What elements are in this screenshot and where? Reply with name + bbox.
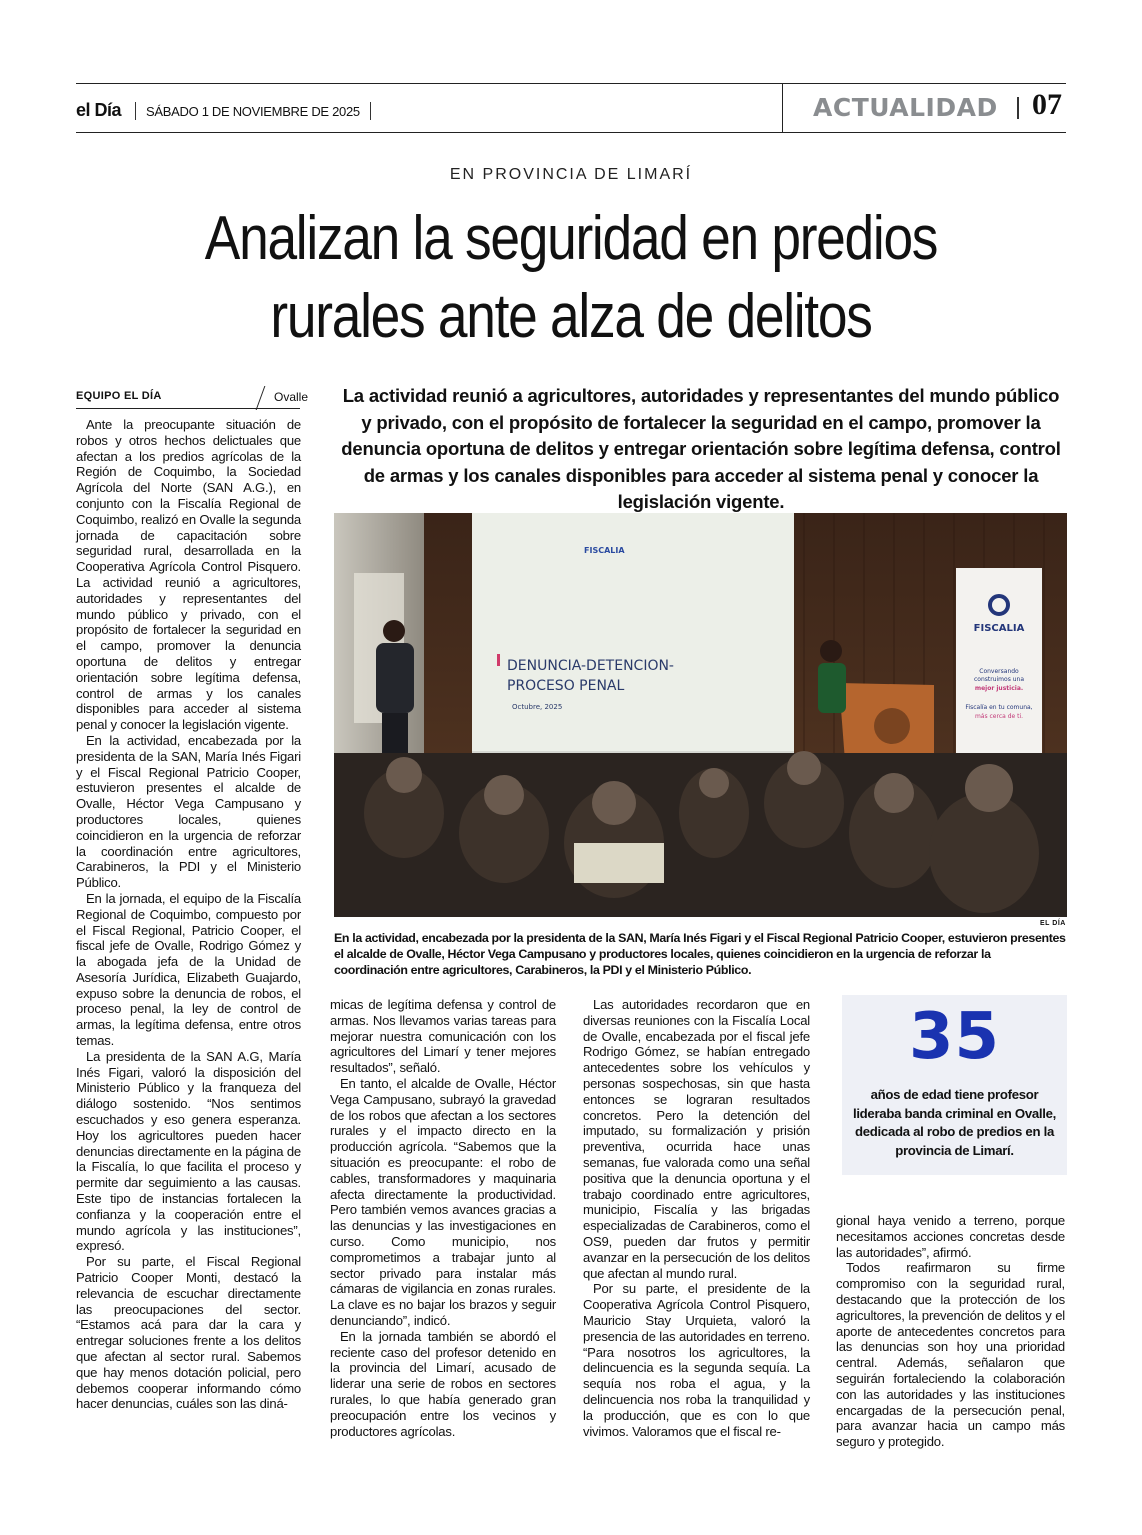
header-divider (135, 102, 136, 120)
paragraph: En la jornada, el equipo de la Fiscalía Regional de Coquimbo, compuesto por el Fiscal Regional, Patricio Cooper, el fiscal jefe de Ovalle, Rodrigo Gómez y la abogada jefa de la Unidad de Asesoría Jurídica, Elizabeth Guajardo, expuso sobre la denuncia de robos, el proceso penal, la ley de control de armas, la legítima defensa, entre otros temas. (76, 890, 301, 1049)
byline (76, 388, 309, 409)
photo-illustration (334, 513, 1067, 917)
section-name: ACTUALIDAD (813, 93, 998, 122)
paragraph: micas de legítima defensa y control de armas. Nos llevamos varias tareas para mejorar nuestra comunicación con los agricultores del Limarí y tener mejores resultados”, señaló. (330, 997, 556, 1076)
article-column-4 (836, 1213, 1065, 1450)
banner-line-5: más cerca de ti. (974, 713, 1024, 720)
header-top-rule (76, 83, 1066, 84)
paragraph: gional haya venido a terreno, porque necesitamos acciones concretas desde las autoridades”, afirmó. (836, 1213, 1065, 1260)
banner-line-4: Fiscalía en tu comuna, (965, 704, 1033, 711)
issue-date: SÁBADO 1 DE NOVIEMBRE DE 2025 (146, 104, 360, 119)
byline-slash (256, 386, 266, 410)
paragraph: Por su parte, el Fiscal Regional Patricio Cooper Monti, destacó la relevancia de escuchar directamente las preocupaciones del sector. “Estamos acá para dar la cara y entregar soluciones frente a los delitos que afectan al sector rural. Sabemos que hay menos dotación policial, pero debemos cooperar informando cómo hacer denuncias, cuáles son las diná- (76, 1254, 301, 1412)
banner-logo: FISCALIA (973, 623, 1025, 634)
header-bottom-rule (76, 132, 1066, 133)
banner-line-1: Conversando (979, 668, 1019, 675)
stat-number: 35 (908, 1000, 1001, 1074)
article-column-1 (76, 417, 301, 1412)
newspaper-brand: el Día (76, 100, 122, 120)
banner-line-3: mejor justicia. (974, 685, 1024, 692)
header-vertical-divider (782, 83, 783, 132)
paragraph: En la jornada también se abordó el reciente caso del profesor detenido en la provincia del Limarí, acusado de liderar una serie de robos en sectores rurales, lo que había generado gran preocupación entre los vecinos y productores agrícolas. (330, 1328, 556, 1439)
article-lead: La actividad reunió a agricultores, autoridades y representantes del mundo público y privado, con el propósito de fortalecer la seguridad en el campo, promover la denuncia oportuna de delitos y entregar orientación sobre legítima defensa, control de armas y los canales disponibles para acceder al sistema penal y conocer la legislación vigente. (341, 385, 1061, 512)
paragraph: En tanto, el alcalde de Ovalle, Héctor Vega Campusano, subrayó la gravedad de los robos que afectan a los sectores rurales y el impacto directo en la producción agrícola. “Sabemos que la situación es preocupante: el robo de cables, transformadores y maquinaria afecta directamente la productividad. Pero también vemos avances gracias a las denuncias y las investigaciones en curso. Como municipio, nos comprometimos a trabajar junto al sector privado para instalar más cámaras de vigilancia en zonas rurales. La clave es no bajar los brazos y seguir denunciando”, indicó. (330, 1075, 556, 1328)
paragraph: Por su parte, el presidente de la Cooperativa Agrícola Control Pisquero, Mauricio Stay Urquieta, valoró la presencia de las autoridades en terreno. “Para nosotros los agricultores, la delincuencia es la segunda sequía. La sequía nos roba el agua, y la delincuencia nos roba la tranquilidad y la producción, que es con lo que vivimos. Valoramos que el fiscal re- (583, 1281, 810, 1439)
article-photo (334, 513, 1067, 917)
banner-line-2: construimos una (973, 676, 1025, 683)
paragraph: La presidenta de la SAN A.G, María Inés Figari, valoró la disposición del Ministerio Público y la franqueza del diálogo sostenido. “Nos sentimos escuchados y eso genera esperanza. Hoy los agricultores pueden hacer denuncias directamente en la página de la Fiscalía, lo que facilita el proceso y permite dar seguimiento a las causas. Este tipo de instancias fortalecen la confianza y la cooperación entre el mundo agrícola y las instituciones”, expresó. (76, 1048, 301, 1254)
page-number: 07 (1032, 88, 1062, 121)
screen-logo: FISCALIA (584, 546, 625, 555)
article-column-3 (583, 997, 810, 1439)
paragraph: Las autoridades recordaron que en diversas reuniones con la Fiscalía Local de Ovalle, encabezada por el fiscal jefe Rodrigo Gómez, se habían entregado antecedentes sobre los vehículos y personas sospechosas, sin que hasta entonces se lograran resultados concretos. Pero la detención del imputado, su formalización y prisión preventiva, ocurrida hace unas semanas, fue valorada como una señal positiva que la denuncia oportuna y el trabajo coordinado entre agricultores, municipio, Fiscalía y las brigadas especializadas de Carabineros, como el OS9, pueden dar frutos y permitir avanzar en la persecución de los delitos que afectan al mundo rural. (583, 997, 810, 1281)
screen-date: Octubre, 2025 (512, 703, 563, 711)
byline-location: Ovalle (274, 390, 309, 404)
paragraph: Todos reafirmaron su firme compromiso con la seguridad rural, destacando que la protección de los agricultores, la prevención de delitos y el aporte de antecedentes concretos para las denuncias son hoy una prioridad central. Además, señalaron que seguirán fortaleciendo la colaboración con las autoridades y las instituciones encargadas de la persecución penal, para avanzar hacia un campo más seguro y protegido. (836, 1260, 1065, 1450)
header-divider (370, 102, 371, 120)
article-column-2 (330, 997, 556, 1439)
header-divider (1017, 97, 1019, 119)
paragraph: Ante la preocupante situación de robos y otros hechos delictuales que afectan a los predios agrícolas de la Región de Coquimbo, la Sociedad Agrícola del Norte (SAN A.G.), en conjunto con la Fiscalía Regional de Coquimbo, realizó en Ovalle la segunda jornada de capacitación sobre seguridad rural, desarrollada en la Cooperativa Agrícola Control Pisquero. La actividad reunió a agricultores, autoridades y representantes del mundo público y privado, con el propósito de fortalecer la seguridad en el campo, promover la denuncia oportuna de delitos y entregar orientación sobre legítima defensa, control de armas y los canales disponibles para acceder al sistema penal y conocer la legislación vigente. (76, 417, 301, 733)
article-headline: Analizan la seguridad en predios rurales ante alza de delitos (204, 204, 938, 351)
stat-text: años de edad tiene profesor lideraba banda criminal en Ovalle, dedicada al robo de predios en la provincia de Limarí. (852, 1087, 1057, 1158)
byline-author: EQUIPO EL DÍA (76, 390, 162, 402)
screen-title-line-1: DENUNCIA-DETENCION- (507, 658, 674, 674)
article-kicker: EN PROVINCIA DE LIMARÍ (449, 166, 693, 183)
photo-credit: EL DÍA (1040, 920, 1066, 927)
photo-caption: En la actividad, encabezada por la presidenta de la SAN, María Inés Figari y el Fiscal Regional Patricio Cooper, estuvieron presentes el alcalde de Ovalle, Héctor Vega Campusano y productores locales, quienes coincidieron en la urgencia de reforzar la coordinación entre agricultores, Carabineros, la PDI y el Ministerio Público. (334, 931, 1066, 977)
paragraph: En la actividad, encabezada por la presidenta de la SAN, María Inés Figari y el Fiscal Regional Patricio Cooper, estuvieron presentes el alcalde de Ovalle, Héctor Vega Campusano y productores locales, quienes coincidieron en la urgencia de reforzar la coordinación entre agricultores, Carabineros, la PDI y el Ministerio Público. (76, 732, 301, 891)
screen-title-line-2: PROCESO PENAL (507, 678, 625, 694)
